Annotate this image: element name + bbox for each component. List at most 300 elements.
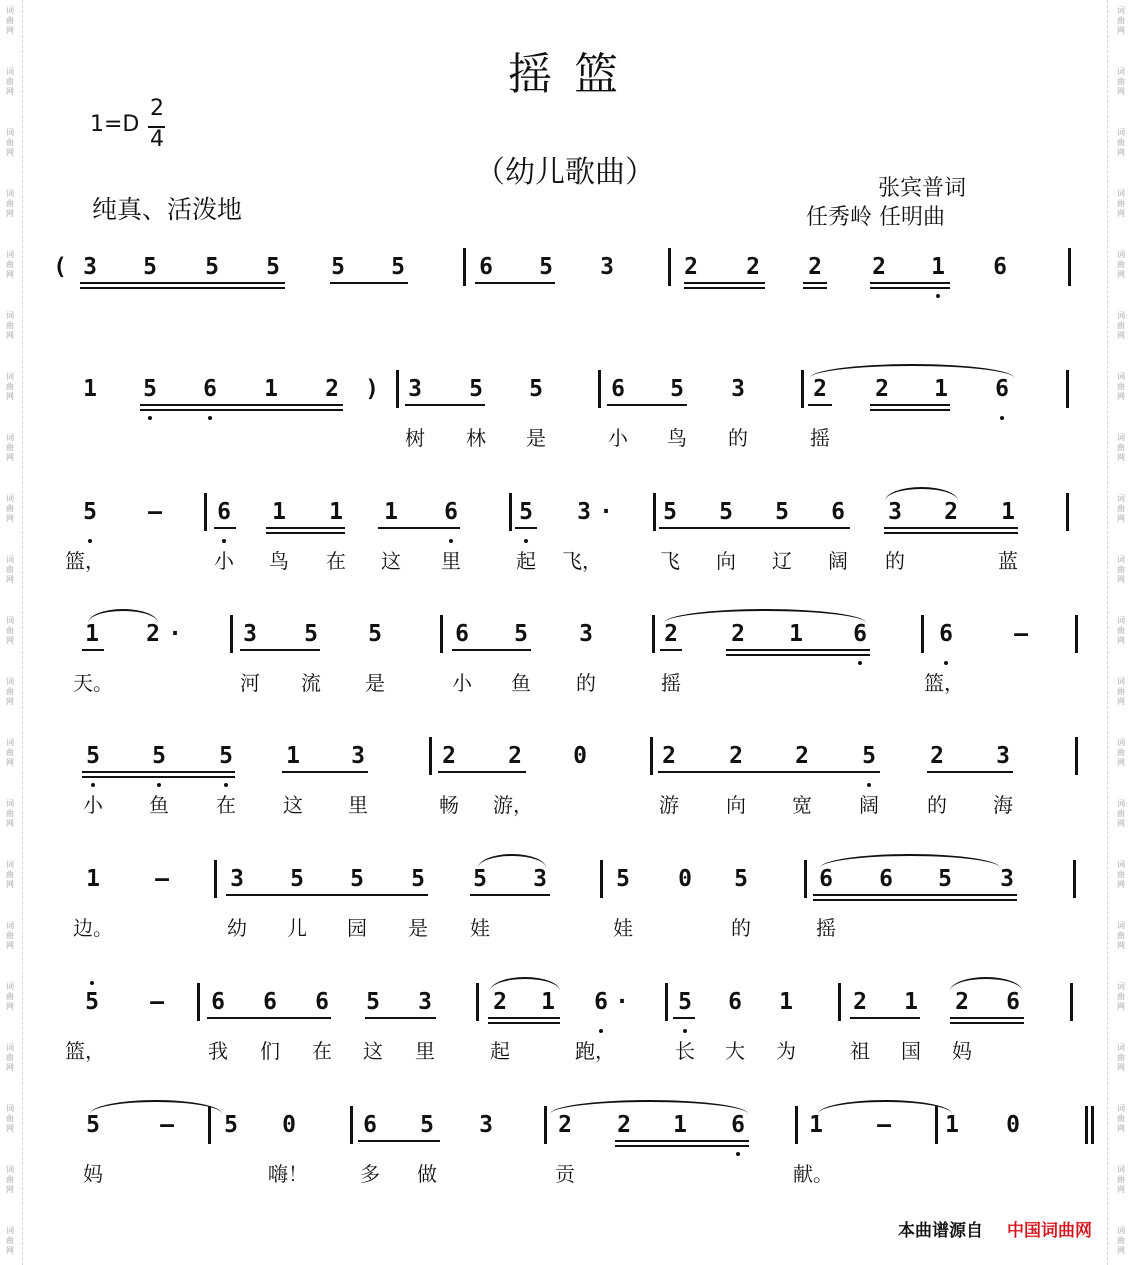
note: 3 [533,866,547,892]
note: 2 [729,743,743,769]
note: 5 [368,621,382,647]
note: 1 [541,989,555,1015]
note: 5 [473,866,487,892]
beam-underline [80,282,285,284]
watermark-text: 词 曲 网 [1117,372,1125,401]
note: 6 [853,621,867,647]
lyric-syllable: 树 [405,426,425,450]
note: 2 [146,621,160,647]
lyric-syllable: 里 [415,1039,435,1063]
lyric-syllable: 阔 [828,549,848,573]
watermark-text: 词 曲 网 [6,1165,14,1194]
watermark-text: 词 曲 网 [1117,1043,1125,1072]
lyric-syllable: 摇 [810,426,830,450]
note: 1 [85,621,99,647]
bar-line [476,983,479,1021]
watermark-text: 词 曲 网 [6,616,14,645]
note: — [155,866,169,892]
beam-underline [266,532,345,534]
note: 1 [329,499,343,525]
note: — [1014,621,1028,647]
lyric-syllable: 飞 [660,549,680,573]
beam-underline [950,1017,1024,1019]
lower-octave-dot [208,416,212,420]
note: 1 [809,1112,823,1138]
watermark-text: 词 曲 网 [6,1226,14,1255]
note: 2 [955,989,969,1015]
note: 3 [731,376,745,402]
note: · [168,621,182,647]
note: 1 [384,499,398,525]
lyric-syllable: 是 [408,916,428,940]
note: 2 [746,254,760,280]
lyric-syllable: 边。 [73,916,113,940]
watermark-text: 词 曲 网 [6,189,14,218]
time-signature-denominator: 4 [150,127,164,152]
lyric-syllable: 这 [381,549,401,573]
note: 5 [616,866,630,892]
note: · [615,989,629,1015]
note: 5 [86,743,100,769]
lyric-syllable: 流 [301,671,321,695]
lyric-syllable: 畅 [439,793,459,817]
lyric-syllable: 多 [360,1162,380,1186]
tie-arc [885,487,958,501]
tie-arc [664,609,866,623]
note: 5 [331,254,345,280]
lyric-syllable: 海 [993,793,1013,817]
note: 2 [731,621,745,647]
bar-line [214,860,217,898]
beam-underline [80,287,285,289]
beam-underline [684,282,765,284]
watermark-text: 词 曲 网 [6,250,14,279]
lyric-syllable: 妈 [83,1162,103,1186]
lyric-syllable: 娃 [470,916,490,940]
lower-octave-dot [867,783,871,787]
beam-underline [82,649,104,651]
lyric-syllable: 篮， [65,549,105,573]
lyric-syllable: 游， [493,793,533,817]
beam-underline [515,527,537,529]
watermark-text: 词 曲 网 [1117,677,1125,706]
watermark-text: 词 曲 网 [1117,1226,1125,1255]
beam-underline [659,527,850,529]
watermark-text: 词 曲 网 [1117,494,1125,523]
lyric-syllable: 在 [326,549,346,573]
lyric-syllable: 游 [659,793,679,817]
note: 5 [143,376,157,402]
note: 2 [930,743,944,769]
note: 5 [290,866,304,892]
note: 2 [808,254,822,280]
lyric-syllable: 们 [260,1039,280,1063]
note: 6 [819,866,833,892]
lower-octave-dot [224,783,228,787]
beam-underline [330,282,408,284]
lyric-syllable: 是 [526,426,546,450]
lyric-syllable: 大 [725,1039,745,1063]
beam-underline [658,771,880,773]
note: 5 [224,1112,238,1138]
note: 6 [263,989,277,1015]
lyric-syllable: 做 [417,1162,437,1186]
beam-underline [803,282,827,284]
beam-underline [140,404,343,406]
note: 3 [888,499,902,525]
note: 3 [577,499,591,525]
beam-underline [870,282,950,284]
note: 5 [143,254,157,280]
lyric-syllable: 宽 [792,793,812,817]
note: 5 [266,254,280,280]
bar-line [652,615,655,653]
watermark-text: 词 曲 网 [6,860,14,889]
lyric-syllable: 天。 [73,671,113,695]
watermark-text: 词 曲 网 [1117,555,1125,584]
lower-octave-dot [449,539,453,543]
note: 6 [728,989,742,1015]
beam-underline [950,1022,1024,1024]
note: 3 [600,254,614,280]
tie-arc [478,854,546,868]
note: 2 [493,989,507,1015]
beam-underline [684,287,765,289]
note: 3 [479,1112,493,1138]
note: 2 [325,376,339,402]
lower-octave-dot [88,539,92,543]
note: 2 [875,376,889,402]
note: 3 [996,743,1010,769]
tie-arc [810,364,1014,378]
beam-underline [813,894,1017,896]
lyric-syllable: 篮， [924,671,964,695]
lyric-syllable: 鱼 [511,671,531,695]
beam-underline [870,287,950,289]
lyric-syllable: 蓝 [998,549,1018,573]
lyric-syllable: 娃 [613,916,633,940]
beam-underline [615,1145,749,1147]
bar-line [1085,1106,1088,1144]
lower-octave-dot [944,661,948,665]
note: 3 [418,989,432,1015]
note: 1 [83,376,97,402]
composer-credit: 任秀岭 任明曲 [806,205,945,230]
source-label: 本曲谱源自 [898,1221,983,1241]
note: 6 [455,621,469,647]
beam-underline [808,404,832,406]
bar-line [1068,248,1071,286]
watermark-text: 词 曲 网 [1117,1104,1125,1133]
note: 6 [211,989,225,1015]
lyric-syllable: 飞， [562,549,602,573]
note: 1 [1001,499,1015,525]
watermark-text: 词 曲 网 [1117,921,1125,950]
bar-line [653,493,656,531]
watermark-text: 词 曲 网 [1117,982,1125,1011]
note: 5 [938,866,952,892]
watermark-text: 词 曲 网 [6,982,14,1011]
lower-octave-dot [91,783,95,787]
note: 6 [1006,989,1020,1015]
lyric-syllable: 小 [608,426,628,450]
tie-arc [550,1100,748,1114]
note: 2 [442,743,456,769]
beam-underline [240,649,320,651]
note: 6 [217,499,231,525]
note: — [160,1112,174,1138]
lower-octave-dot [148,416,152,420]
lyric-syllable: 摇 [816,916,836,940]
watermark-text: 词 曲 网 [6,1104,14,1133]
note: 6 [611,376,625,402]
watermark-text: 词 曲 网 [6,1043,14,1072]
note: 6 [879,866,893,892]
note: 3 [1000,866,1014,892]
lyric-syllable: 起 [516,549,536,573]
bar-line [921,615,924,653]
lower-octave-dot [936,294,940,298]
bar-line [197,983,200,1021]
lyric-syllable: 篮， [65,1039,105,1063]
note: 6 [203,376,217,402]
note: 6 [363,1112,377,1138]
beam-underline [870,409,950,411]
note: 2 [558,1112,572,1138]
note: 5 [469,376,483,402]
beam-underline [365,1017,436,1019]
bar-line [1091,1106,1094,1144]
note: 1 [934,376,948,402]
note: 3 [351,743,365,769]
note: 5 [219,743,233,769]
note: 6 [594,989,608,1015]
note: 5 [514,621,528,647]
bar-line [804,860,807,898]
lyric-syllable: 起 [490,1039,510,1063]
beam-underline [438,771,526,773]
beam-underline [266,527,345,529]
lyric-syllable: 嗨！ [268,1162,308,1186]
lyric-syllable: 这 [283,793,303,817]
bar-line [396,370,399,408]
note: 5 [86,1112,100,1138]
lyric-syllable: 跑， [575,1039,615,1063]
beam-underline [475,282,555,284]
note: 0 [678,866,692,892]
score-system [0,374,1130,454]
beam-underline [82,776,235,778]
note: — [150,989,164,1015]
note: 6 [479,254,493,280]
bar-line [1073,860,1076,898]
lyric-syllable: 鱼 [149,793,169,817]
song-subtitle: （幼儿歌曲） [475,155,655,190]
note: 5 [734,866,748,892]
lyric-syllable: 在 [312,1039,332,1063]
watermark-text: 词 曲 网 [6,921,14,950]
lyric-syllable: 为 [776,1039,796,1063]
note: 5 [83,499,97,525]
bar-line [801,370,804,408]
note: 1 [945,1112,959,1138]
beam-underline [673,1017,695,1019]
lyric-syllable: 辽 [772,549,792,573]
bar-line [429,737,432,775]
watermark-text: 词 曲 网 [6,6,14,35]
beam-underline [927,771,1013,773]
beam-underline [660,649,682,651]
source-site-link[interactable]: 中国词曲网 [1007,1221,1092,1241]
watermark-text: 词 曲 网 [1117,128,1125,157]
note: 1 [264,376,278,402]
beam-underline [870,404,950,406]
lyric-syllable: 向 [716,549,736,573]
beam-underline [470,894,550,896]
note: 5 [719,499,733,525]
watermark-text: 词 曲 网 [6,555,14,584]
beam-underline [884,532,1018,534]
lyric-syllable: 的 [728,426,748,450]
tempo-marking: 纯真、活泼地 [92,195,243,224]
bar-line [440,615,443,653]
song-title: 摇 篮 [508,49,622,100]
watermark-text: 词 曲 网 [1117,250,1125,279]
note: 5 [391,254,405,280]
watermark-text: 词 曲 网 [1117,616,1125,645]
beam-underline [140,409,343,411]
lyric-syllable: 献。 [793,1162,833,1186]
note: 1 [789,621,803,647]
note: 5 [663,499,677,525]
lyric-syllable: 小 [452,671,472,695]
note: 5 [304,621,318,647]
lyric-syllable: 河 [240,671,260,695]
lyric-syllable: 儿 [287,916,307,940]
note: 5 [862,743,876,769]
beam-underline [488,1017,560,1019]
score-system [0,741,1130,821]
lyric-syllable: 鸟 [269,549,289,573]
note: 2 [795,743,809,769]
score-system [0,1110,1130,1190]
beam-underline [405,404,485,406]
score-system [0,252,1130,332]
note: 1 [673,1112,687,1138]
note: · [599,499,613,525]
score-system [0,497,1130,577]
time-signature-numerator: 2 [150,96,164,121]
note: ) [365,376,379,402]
watermark-text: 词 曲 网 [1117,311,1125,340]
note: 1 [286,743,300,769]
tie-arc [88,609,158,623]
bar-line [544,1106,547,1144]
bar-line [463,248,466,286]
bar-line [600,860,603,898]
note: — [148,499,162,525]
watermark-text: 词 曲 网 [1117,6,1125,35]
lower-octave-dot [599,1029,603,1033]
note: 0 [573,743,587,769]
note: 5 [529,376,543,402]
note: 5 [670,376,684,402]
lyric-syllable: 我 [208,1039,228,1063]
note: 6 [993,254,1007,280]
note: 6 [731,1112,745,1138]
note: 3 [83,254,97,280]
lower-octave-dot [1000,416,1004,420]
note: 6 [939,621,953,647]
lyric-syllable: 的 [576,671,596,695]
watermark-text: 词 曲 网 [6,738,14,767]
beam-underline [358,1140,440,1142]
lyric-syllable: 是 [365,671,385,695]
note: 1 [272,499,286,525]
beam-underline [726,649,870,651]
score-system [0,619,1130,699]
note: 5 [205,254,219,280]
note: 1 [86,866,100,892]
lyric-syllable: 在 [216,793,236,817]
beam-underline [884,527,1018,529]
lyric-syllable: 长 [675,1039,695,1063]
note: 0 [1006,1112,1020,1138]
watermark-text: 词 曲 网 [1117,738,1125,767]
watermark-text: 词 曲 网 [1117,799,1125,828]
watermark-text: 词 曲 网 [1117,1165,1125,1194]
note: 5 [519,499,533,525]
lyricist-credit: 张宾普词 [878,176,967,201]
beam-underline [803,287,827,289]
bar-line [598,370,601,408]
watermark-text: 词 曲 网 [1117,67,1125,96]
lyric-syllable: 林 [466,426,486,450]
note: 1 [931,254,945,280]
bar-line [1075,737,1078,775]
note: 5 [775,499,789,525]
note: 1 [904,989,918,1015]
lower-octave-dot [736,1152,740,1156]
beam-underline [226,894,428,896]
bar-line [509,493,512,531]
note: 2 [664,621,678,647]
beam-underline [607,404,687,406]
tie-arc [950,977,1022,991]
lower-octave-dot [858,661,862,665]
lyric-syllable: 小 [214,549,234,573]
bar-line [838,983,841,1021]
watermark-text: 词 曲 网 [6,433,14,462]
lyric-syllable: 鸟 [667,426,687,450]
watermark-text: 词 曲 网 [6,677,14,706]
beam-underline [282,771,368,773]
bar-line [204,493,207,531]
watermark-text: 词 曲 网 [6,311,14,340]
note: 3 [243,621,257,647]
note: 3 [230,866,244,892]
lyric-syllable: 国 [901,1039,921,1063]
watermark-text: 词 曲 网 [1117,189,1125,218]
beam-underline [813,899,1017,901]
key-signature: 1=D [90,112,140,137]
bar-line [665,983,668,1021]
higher-octave-dot [90,981,94,985]
lyric-syllable: 祖 [850,1039,870,1063]
lyric-syllable: 里 [348,793,368,817]
watermark-text: 词 曲 网 [1117,860,1125,889]
lyric-syllable: 的 [885,549,905,573]
